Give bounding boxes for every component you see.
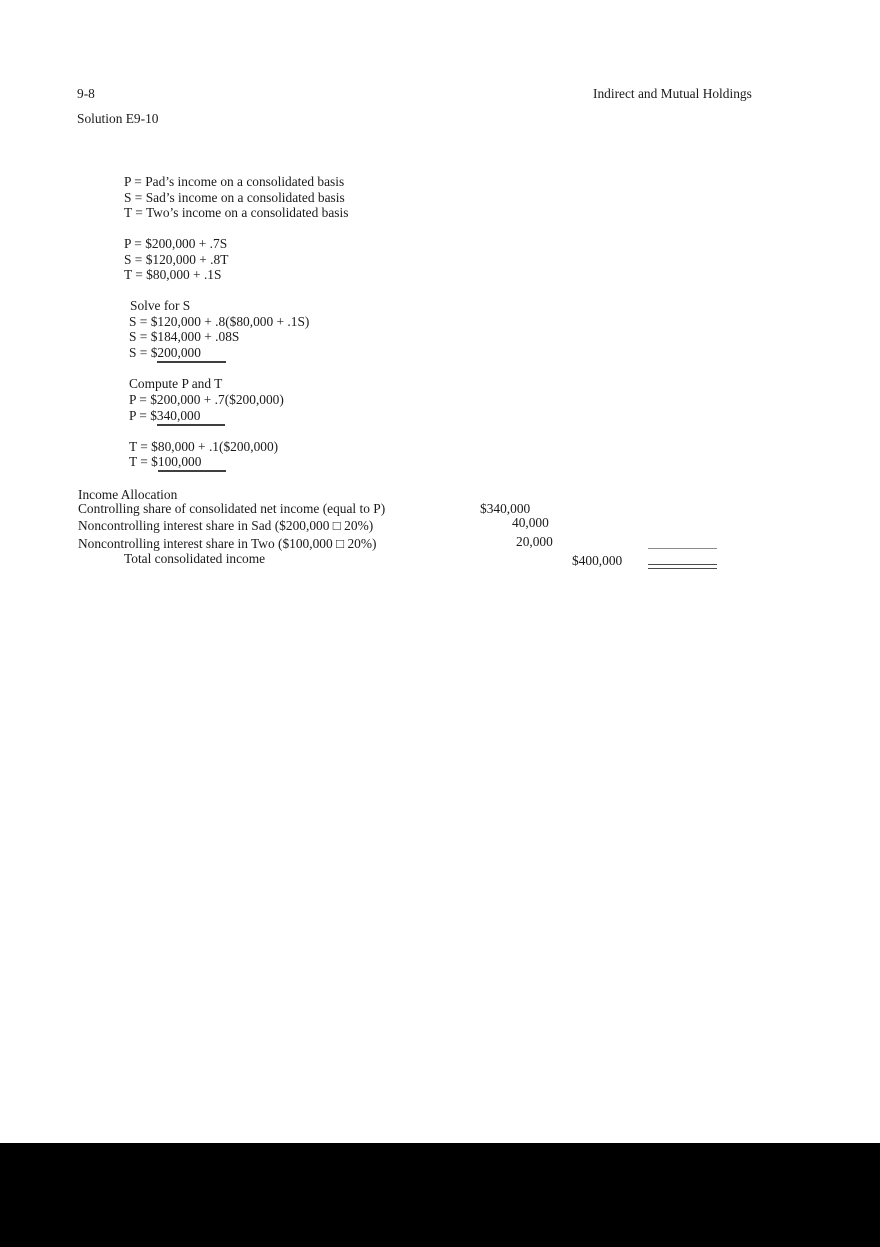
- income-row-amount: $340,000: [480, 501, 531, 516]
- compute-t-result-value: 100,000: [158, 454, 227, 472]
- compute-p-step: P = $200,000 + .7($200,000): [129, 392, 284, 407]
- solve-s-heading: Solve for S: [130, 298, 191, 313]
- bottom-black-bar: [0, 1143, 880, 1247]
- definition-line-t: T = Two’s income on a consolidated basis: [124, 205, 349, 220]
- compute-p-result-value: 340,000: [157, 408, 226, 426]
- income-row-label: Controlling share of consolidated net income (equal to P): [78, 501, 386, 516]
- solve-s-result: [129, 345, 226, 363]
- income-row-amount: $400,000: [572, 553, 623, 568]
- solve-s-result-value: 200,000: [157, 345, 226, 363]
- income-allocation-heading: Income Allocation: [78, 487, 178, 502]
- income-row-amount: 20,000: [516, 534, 553, 549]
- compute-t-result: [129, 454, 226, 472]
- income-row-label: Noncontrolling interest share in Two ($100,000 □ 20%): [78, 536, 377, 551]
- income-row-label: Noncontrolling interest share in Sad ($200,000 □ 20%): [78, 518, 374, 533]
- compute-t-step: T = $80,000 + .1($200,000): [129, 439, 279, 454]
- income-row-amount: 40,000: [512, 515, 549, 530]
- definition-line-s: S = Sad’s income on a consolidated basis: [124, 190, 345, 205]
- solve-s-step1: S = $120,000 + .8($80,000 + .1S): [129, 314, 310, 329]
- equation-line-t: T = $80,000 + .1S: [124, 267, 222, 282]
- income-row-label: Total consolidated income: [124, 551, 266, 566]
- compute-p-result-prefix: P = $: [129, 408, 157, 423]
- equation-line-p: P = $200,000 + .7S: [124, 236, 228, 251]
- compute-p-result: [129, 408, 225, 426]
- solve-s-result-prefix: S = $: [129, 345, 158, 360]
- compute-t-result-prefix: T = $: [129, 454, 158, 469]
- equation-line-s: S = $120,000 + .8T: [124, 252, 229, 267]
- solution-title: Solution E9-10: [77, 111, 159, 126]
- running-header: Indirect and Mutual Holdings: [593, 86, 752, 101]
- page-number: 9-8: [77, 86, 95, 101]
- total-double-rule: [648, 564, 717, 569]
- solve-s-step2: S = $184,000 + .08S: [129, 329, 240, 344]
- compute-pt-heading: Compute P and T: [129, 376, 223, 391]
- definition-line-p: P = Pad’s income on a consolidated basis: [124, 174, 345, 189]
- subtotal-rule: [648, 548, 717, 549]
